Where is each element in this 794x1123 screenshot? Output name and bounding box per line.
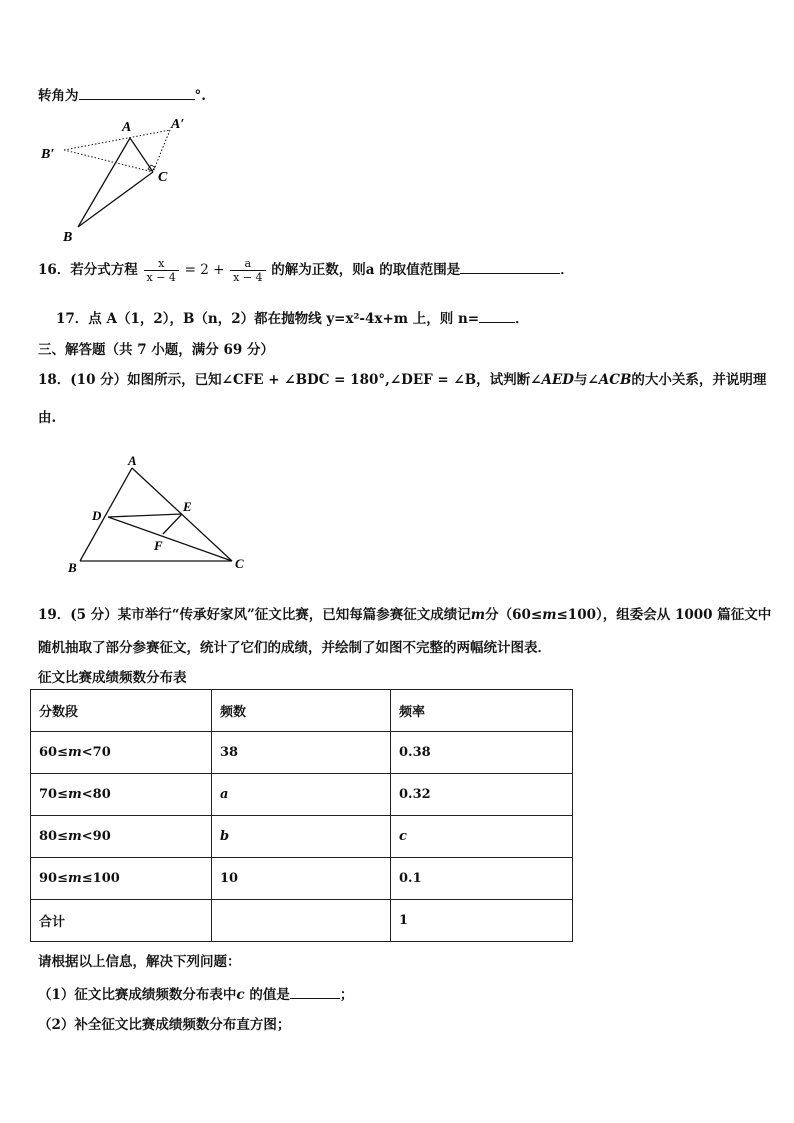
count-cell: 10	[212, 858, 391, 900]
table-title: 征文比赛成绩频数分布表	[38, 670, 187, 686]
q15-line: 转角为 °.	[38, 84, 206, 104]
rate-cell: 0.32	[391, 774, 573, 816]
table-row	[31, 816, 573, 858]
table-total-row	[31, 900, 573, 942]
fraction-a-over-x-minus-4: $\frac{a}{x - 4}$	[230, 257, 265, 284]
question-18-line1: 18．(10 分）如图所示，已知∠CFE + ∠BDC = 180°,∠DEF = ∠B，试判断∠AED与∠ACB的大小关系，并说明理	[38, 372, 767, 388]
label-A-prime: A′	[171, 117, 185, 132]
header-cell: 频数	[212, 690, 391, 732]
range-cell: 60≤m<70	[31, 732, 212, 774]
count-cell: b	[212, 816, 391, 858]
header-cell: 分数段	[31, 690, 212, 732]
frequency-table	[30, 689, 573, 942]
instructions: 请根据以上信息，解决下列问题：	[38, 954, 241, 970]
range-cell: 90≤m≤100	[31, 858, 212, 900]
table-row	[31, 732, 573, 774]
count-cell: a	[212, 774, 391, 816]
range-cell: 80≤m<90	[31, 816, 212, 858]
rotation-figure	[38, 112, 208, 247]
q15-answer-blank[interactable]	[79, 85, 195, 100]
rate-cell: 0.1	[391, 858, 573, 900]
total-count-cell	[212, 900, 391, 942]
label-A: A	[128, 453, 137, 468]
label-B: B	[63, 230, 73, 245]
table-row	[31, 774, 573, 816]
table-row	[31, 858, 573, 900]
table-header-row	[31, 690, 573, 732]
question-17: 17．点 A（1，2），B（n，2）都在抛物线 y=x²-4x+m 上，则 n= ．	[56, 307, 529, 327]
sub1-answer-blank[interactable]	[290, 984, 340, 999]
subquestion-2: （2）补全征文比赛成绩频数分布直方图；	[38, 1017, 291, 1033]
count-cell: 38	[212, 732, 391, 774]
label-C: C	[235, 556, 244, 571]
question-19-line1: 19．(5 分）某市举行“传承好家风”征文比赛，已知每篇参赛征文成绩记m分（60≤m≤100），组委会从 1000 篇征文中	[38, 607, 772, 623]
label-B: B	[68, 560, 77, 575]
total-label-cell: 合计	[31, 900, 212, 942]
total-rate-cell: 1	[391, 900, 573, 942]
label-D: D	[92, 508, 102, 523]
q16-answer-blank[interactable]	[460, 259, 560, 274]
fraction-x-over-x-minus-4: $\frac{x}{x - 4}$	[144, 257, 179, 284]
triangle-figure	[60, 450, 260, 580]
label-C: C	[158, 170, 168, 185]
question-19-line2: 随机抽取了部分参赛征文，统计了它们的成绩，并绘制了如图不完整的两幅统计图表．	[38, 640, 551, 656]
rate-cell: 0.38	[391, 732, 573, 774]
section-heading: 三、解答题（共 7 小题，满分 69 分）	[38, 342, 274, 358]
subquestion-1: （1）征文比赛成绩频数分布表中c 的值是 ；	[38, 983, 353, 1003]
q17-answer-blank[interactable]	[479, 308, 515, 323]
question-16: 16．若分式方程 $\frac{x}{x - 4}$ = 2 + $\frac{a}{x - 4}$ 的解为正数，则a 的取值范围是 ．	[38, 257, 574, 284]
label-E: E	[183, 499, 192, 514]
header-cell: 频率	[391, 690, 573, 732]
range-cell: 70≤m<80	[31, 774, 212, 816]
question-18-line2: 由.	[38, 410, 57, 426]
rate-cell: c	[391, 816, 573, 858]
label-A: A	[122, 120, 132, 135]
label-F: F	[154, 538, 163, 553]
label-B-prime: B′	[41, 147, 55, 162]
